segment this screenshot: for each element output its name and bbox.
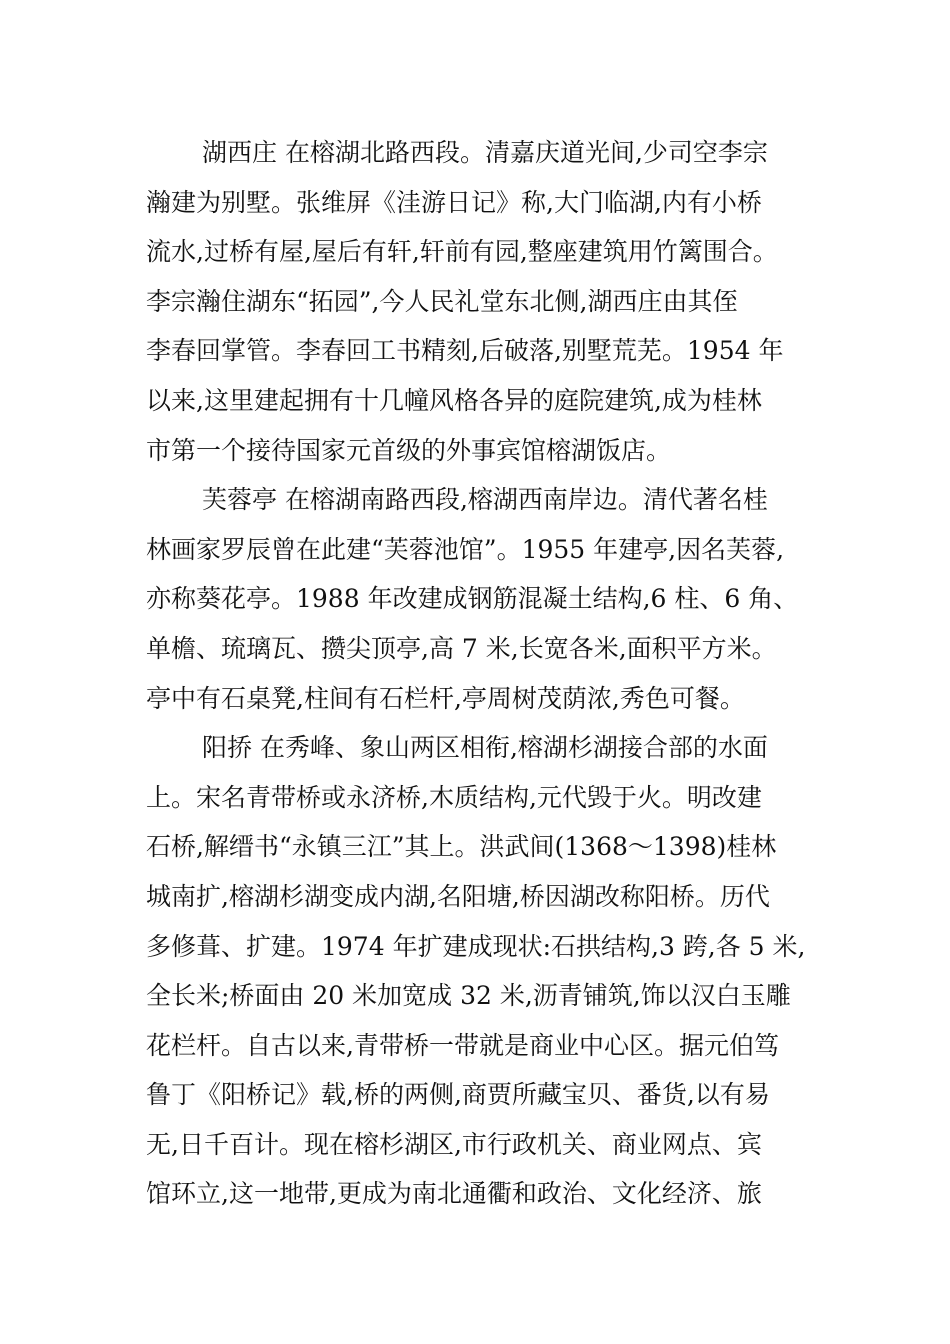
text-line: 湖西庄 在榕湖北路西段。清嘉庆道光间,少司空李宗 — [202, 138, 768, 167]
text-line: 阳挢 在秀峰、象山两区相衔,榕湖杉湖接合部的水面 — [202, 733, 768, 763]
text-line: 馆环立,这一地带,更成为南北通衢和政治、文化经济、旅 — [146, 1179, 762, 1209]
text-line: 无,日千百计。现在榕杉湖区,市行政机关、商业网点、宾 — [146, 1129, 762, 1159]
text-line: 鲁丁《阳桥记》载,桥的两侧,商贾所藏宝贝、番货,以有易 — [146, 1080, 770, 1110]
text-line: 瀚建为别墅。张维屏《洼游日记》称,大门临湖,内有小桥 — [146, 187, 762, 217]
paragraph-yangqiao — [146, 723, 822, 1219]
text-line: 亭中有石桌凳,柱间有石栏杆,亭周树茂荫浓,秀色可餐。 — [146, 683, 745, 713]
text-line: 全长米;桥面由 20 米加宽成 32 米,沥青铺筑,饰以汉白玉雕 — [146, 981, 791, 1011]
text-line: 城南扩,榕湖杉湖变成内湖,名阳塘,桥因湖改称阳桥。历代 — [146, 881, 770, 911]
text-line: 亦称葵花亭。1988 年改建成钢筋混凝土结构,6 柱、6 角、 — [146, 584, 799, 614]
text-line: 流水,过桥有屋,屋后有轩,轩前有园,整座建筑用竹篱围合。 — [146, 237, 778, 267]
document-body — [146, 128, 822, 1219]
text-line: 以来,这里建起拥有十几幢风格各异的庭院建筑,成为桂林 — [146, 385, 762, 415]
text-line: 市第一个接待国家元首级的外事宾馆榕湖饭店。 — [146, 435, 672, 465]
text-line: 林画家罗辰曾在此建“芙蓉池馆”。1955 年建亭,因名芙蓉, — [146, 534, 785, 564]
text-line: 花栏杆。自古以来,青带桥一带就是商业中心区。据元伯笃 — [146, 1030, 779, 1060]
paragraph-huxizhuang — [146, 128, 822, 475]
text-line: 李宗瀚住湖东“拓园”,今人民礼堂东北侧,湖西庄由其侄 — [146, 286, 738, 316]
text-line: 石桥,解缙书“永镇三江”其上。洪武间(1368～1398)桂林 — [146, 832, 777, 862]
paragraph-furongting — [146, 475, 822, 723]
text-line: 多修葺、扩建。1974 年扩建成现状:石拱结构,3 跨,各 5 米, — [146, 931, 806, 961]
text-line: 李春回掌管。李春回工书精刻,后破落,别墅荒芜。1954 年 — [146, 336, 784, 366]
text-line: 上。宋名青带桥或永济桥,木质结构,元代毁于火。明改建 — [146, 782, 762, 812]
text-line: 芙蓉亭 在榕湖南路西段,榕湖西南岸边。清代著名桂 — [202, 485, 768, 515]
text-line: 单檐、琉璃瓦、攒尖顶亭,高 7 米,长宽各米,面积平方米。 — [146, 633, 777, 663]
